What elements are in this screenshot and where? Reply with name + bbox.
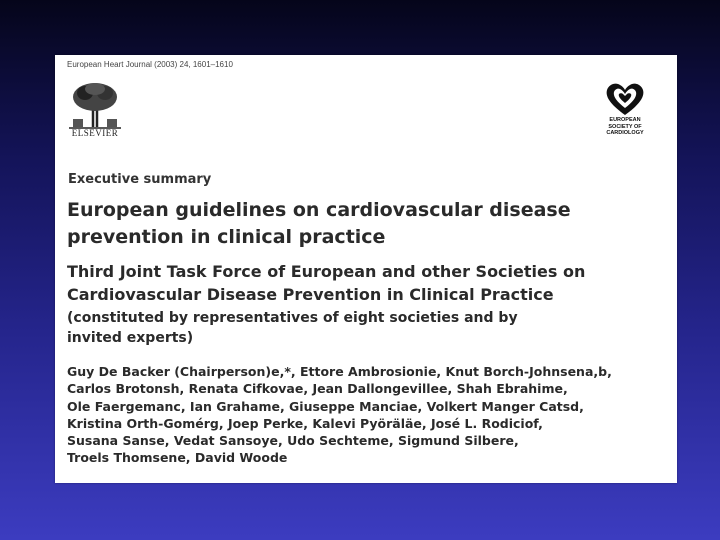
paper-subtitle [67,260,647,306]
title-line: European guidelines on cardiovascular disease [67,199,571,221]
paper-title [67,197,627,251]
author-line: Susana Sanse, Vedat Sansoye, Udo Sechteme, Sigmund Silbere, [67,433,519,449]
paper-page [55,55,677,483]
title-line: prevention in clinical practice [67,226,386,248]
journal-reference: European Heart Journal (2003) 24, 1601–1610 [67,60,233,69]
author-line: Carlos Brotonsh, Renata Cifkovae, Jean Dallongevillee, Shah Ebrahime, [67,381,568,397]
subtitle-line: Third Joint Task Force of European and other Societies on [67,262,586,281]
subnote-line: invited experts) [67,330,194,346]
subtitle-line: Cardiovascular Disease Prevention in Clinical Practice [67,285,554,304]
constitution-note [67,308,567,348]
author-line: Guy De Backer (Chairperson)e,*, Ettore Ambrosionie, Knut Borch-Johnsena,b, [67,364,612,379]
author-line: Ole Faergemanc, Ian Grahame, Giuseppe Manciae, Volkert Manger Catsd, [67,398,584,414]
subnote-line: (constituted by representatives of eight societies and by [67,310,518,326]
esc-heart-logo-icon [603,81,647,117]
society-line: EUROPEAN [609,117,641,123]
society-line: CARDIOLOGY [606,130,644,136]
society-name [593,117,657,137]
author-list [67,363,667,467]
publisher-name: ELSEVIER [71,128,119,138]
section-label: Executive summary [68,172,212,187]
author-line: Kristina Orth-Gomérg, Joep Perke, Kalevi Pyöräläe, José L. Rodiciof, [67,415,543,431]
society-line: SOCIETY OF [608,123,642,130]
author-line: Troels Thomsene, David Woode [67,450,288,466]
